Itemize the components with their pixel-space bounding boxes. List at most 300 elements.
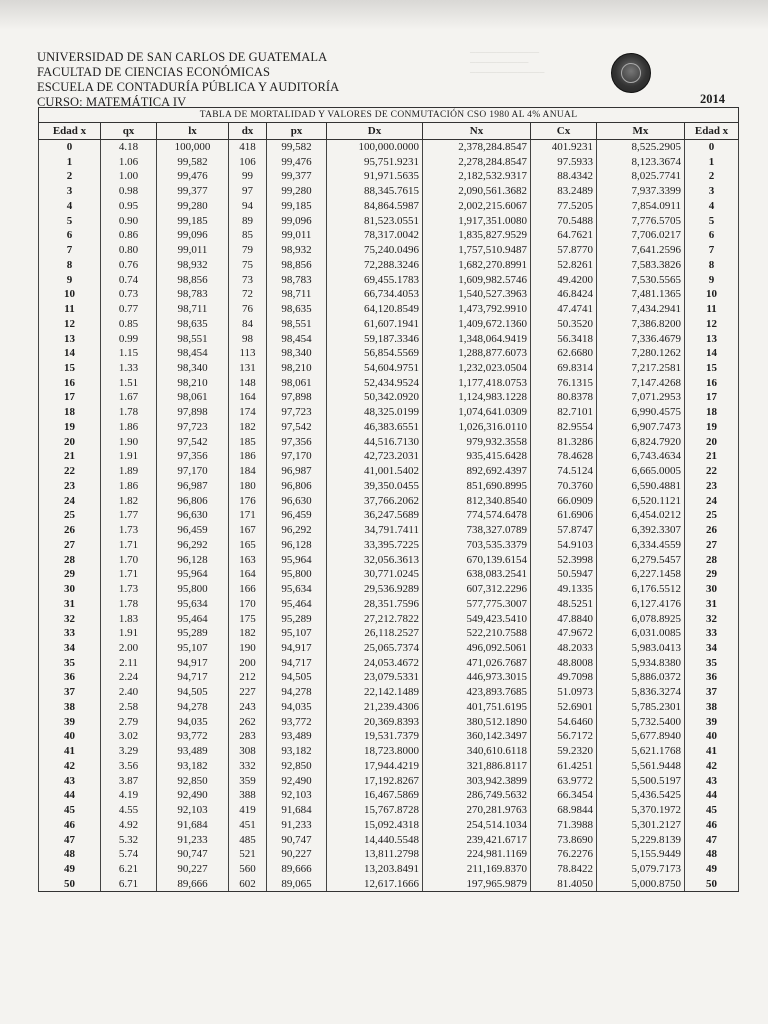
table-cell: 30 bbox=[685, 582, 739, 597]
table-cell: 89,065 bbox=[267, 877, 327, 892]
table-cell: 14,440.5548 bbox=[327, 833, 423, 848]
table-cell: 34 bbox=[39, 641, 101, 656]
table-cell: 388 bbox=[229, 788, 267, 803]
table-cell: 5.74 bbox=[101, 847, 157, 862]
table-cell: 98,340 bbox=[267, 346, 327, 361]
table-cell: 76.2276 bbox=[531, 847, 597, 862]
table-cell: 2.40 bbox=[101, 685, 157, 700]
table-cell: 18,723.8000 bbox=[327, 744, 423, 759]
table-cell: 170 bbox=[229, 597, 267, 612]
table-cell: 85 bbox=[229, 228, 267, 243]
table-cell: 1.06 bbox=[101, 155, 157, 170]
table-cell: 95,634 bbox=[267, 582, 327, 597]
table-cell: 2,002,215.6067 bbox=[423, 199, 531, 214]
table-cell: 99 bbox=[229, 169, 267, 184]
table-cell: 602 bbox=[229, 877, 267, 892]
table-cell: 0.95 bbox=[101, 199, 157, 214]
column-header: dx bbox=[229, 123, 267, 140]
table-cell: 0.80 bbox=[101, 243, 157, 258]
table-cell: 1 bbox=[39, 155, 101, 170]
table-cell: 171 bbox=[229, 508, 267, 523]
table-cell: 41,001.5402 bbox=[327, 464, 423, 479]
table-cell: 29 bbox=[39, 567, 101, 582]
table-cell: 95,634 bbox=[157, 597, 229, 612]
table-cell: 175 bbox=[229, 612, 267, 627]
table-cell: 94,505 bbox=[157, 685, 229, 700]
table-cell: 182 bbox=[229, 626, 267, 641]
table-cell: 6,176.5512 bbox=[597, 582, 685, 597]
table-cell: 5,785.2301 bbox=[597, 700, 685, 715]
table-cell: 262 bbox=[229, 715, 267, 730]
table-body bbox=[39, 140, 739, 892]
table-row bbox=[39, 582, 739, 597]
table-cell: 113 bbox=[229, 346, 267, 361]
table-cell: 164 bbox=[229, 390, 267, 405]
table-row bbox=[39, 567, 739, 582]
table-cell: 29,536.9289 bbox=[327, 582, 423, 597]
table-cell: 7,386.8200 bbox=[597, 317, 685, 332]
table-cell: 32 bbox=[685, 612, 739, 627]
table-row bbox=[39, 332, 739, 347]
table-cell: 174 bbox=[229, 405, 267, 420]
table-cell: 31 bbox=[685, 597, 739, 612]
table-cell: 32 bbox=[39, 612, 101, 627]
table-cell: 98,711 bbox=[157, 302, 229, 317]
faculty-name: FACULTAD DE CIENCIAS ECONÓMICAS bbox=[37, 65, 271, 79]
table-cell: 91,684 bbox=[157, 818, 229, 833]
table-cell: 6,590.4881 bbox=[597, 479, 685, 494]
table-cell: 1.70 bbox=[101, 553, 157, 568]
table-cell: 7,434.2941 bbox=[597, 302, 685, 317]
table-cell: 166 bbox=[229, 582, 267, 597]
table-cell: 0.85 bbox=[101, 317, 157, 332]
column-header: px bbox=[267, 123, 327, 140]
table-cell: 23,079.5331 bbox=[327, 670, 423, 685]
table-cell: 5,621.1768 bbox=[597, 744, 685, 759]
table-cell: 99,280 bbox=[157, 199, 229, 214]
table-cell: 935,415.6428 bbox=[423, 449, 531, 464]
table-cell: 5,934.8380 bbox=[597, 656, 685, 671]
table-cell: 0.99 bbox=[101, 332, 157, 347]
table-row bbox=[39, 847, 739, 862]
table-cell: 97,542 bbox=[267, 420, 327, 435]
table-cell: 607,312.2296 bbox=[423, 582, 531, 597]
table-cell: 78.4628 bbox=[531, 449, 597, 464]
table-cell: 90,227 bbox=[157, 862, 229, 877]
table-cell: 96,292 bbox=[157, 538, 229, 553]
table-cell: 41 bbox=[685, 744, 739, 759]
mortality-table bbox=[38, 107, 739, 892]
table-cell: 95,800 bbox=[157, 582, 229, 597]
table-cell: 89,666 bbox=[157, 877, 229, 892]
table-cell: 496,092.5061 bbox=[423, 641, 531, 656]
table-cell: 70.5488 bbox=[531, 214, 597, 229]
table-cell: 49.4200 bbox=[531, 273, 597, 288]
table-cell: 75,240.0496 bbox=[327, 243, 423, 258]
table-cell: 7,706.0217 bbox=[597, 228, 685, 243]
table-cell: 1.33 bbox=[101, 361, 157, 376]
table-row bbox=[39, 729, 739, 744]
table-row bbox=[39, 155, 739, 170]
table-cell: 37,766.2062 bbox=[327, 494, 423, 509]
table-cell: 42 bbox=[39, 759, 101, 774]
table-cell: 94,917 bbox=[267, 641, 327, 656]
table-cell: 27 bbox=[39, 538, 101, 553]
table-cell: 1.91 bbox=[101, 626, 157, 641]
table-cell: 33 bbox=[39, 626, 101, 641]
table-cell: 99,377 bbox=[267, 169, 327, 184]
table-cell: 11 bbox=[39, 302, 101, 317]
table-cell: 423,893.7685 bbox=[423, 685, 531, 700]
table-cell: 22,142.1489 bbox=[327, 685, 423, 700]
table-cell: 77.5205 bbox=[531, 199, 597, 214]
table-cell: 90,747 bbox=[157, 847, 229, 862]
table-cell: 68.9844 bbox=[531, 803, 597, 818]
table-cell: 2,090,561.3682 bbox=[423, 184, 531, 199]
table-cell: 6,334.4559 bbox=[597, 538, 685, 553]
table-cell: 1.77 bbox=[101, 508, 157, 523]
table-cell: 212 bbox=[229, 670, 267, 685]
table-cell: 95,107 bbox=[157, 641, 229, 656]
table-cell: 5,561.9448 bbox=[597, 759, 685, 774]
table-cell: 49 bbox=[685, 862, 739, 877]
table-cell: 6,520.1121 bbox=[597, 494, 685, 509]
table-cell: 106 bbox=[229, 155, 267, 170]
table-cell: 5,886.0372 bbox=[597, 670, 685, 685]
table-cell: 92,490 bbox=[267, 774, 327, 789]
table-cell: 98,932 bbox=[157, 258, 229, 273]
table-cell: 50.3520 bbox=[531, 317, 597, 332]
column-header: lx bbox=[157, 123, 229, 140]
table-cell: 11 bbox=[685, 302, 739, 317]
table-cell: 2.11 bbox=[101, 656, 157, 671]
table-cell: 3.87 bbox=[101, 774, 157, 789]
table-row bbox=[39, 346, 739, 361]
table-cell: 1,232,023.0504 bbox=[423, 361, 531, 376]
table-cell: 98,454 bbox=[157, 346, 229, 361]
table-cell: 47.9672 bbox=[531, 626, 597, 641]
table-cell: 17 bbox=[685, 390, 739, 405]
table-cell: 99,377 bbox=[157, 184, 229, 199]
table-cell: 163 bbox=[229, 553, 267, 568]
table-cell: 74.5124 bbox=[531, 464, 597, 479]
table-cell: 61.4251 bbox=[531, 759, 597, 774]
table-cell: 167 bbox=[229, 523, 267, 538]
table-cell: 6,392.3307 bbox=[597, 523, 685, 538]
table-row bbox=[39, 479, 739, 494]
table-row bbox=[39, 862, 739, 877]
table-cell: 6,665.0005 bbox=[597, 464, 685, 479]
table-cell: 321,886.8117 bbox=[423, 759, 531, 774]
table-row bbox=[39, 287, 739, 302]
table-cell: 0.86 bbox=[101, 228, 157, 243]
table-cell: 7,641.2596 bbox=[597, 243, 685, 258]
table-cell: 56,854.5569 bbox=[327, 346, 423, 361]
table-cell: 88,345.7615 bbox=[327, 184, 423, 199]
table-cell: 14 bbox=[685, 346, 739, 361]
table-cell: 95,107 bbox=[267, 626, 327, 641]
table-cell: 38 bbox=[685, 700, 739, 715]
table-cell: 94,505 bbox=[267, 670, 327, 685]
table-cell: 99,096 bbox=[267, 214, 327, 229]
table-cell: 97,898 bbox=[157, 405, 229, 420]
table-cell: 254,514.1034 bbox=[423, 818, 531, 833]
table-cell: 48.2033 bbox=[531, 641, 597, 656]
table-row bbox=[39, 803, 739, 818]
table-cell: 50 bbox=[39, 877, 101, 892]
table-cell: 5,436.5425 bbox=[597, 788, 685, 803]
table-row bbox=[39, 788, 739, 803]
table-cell: 7,583.3826 bbox=[597, 258, 685, 273]
table-cell: 52,434.9524 bbox=[327, 376, 423, 391]
table-cell: 75 bbox=[229, 258, 267, 273]
table-cell: 33,395.7225 bbox=[327, 538, 423, 553]
table-cell: 380,512.1890 bbox=[423, 715, 531, 730]
table-cell: 43 bbox=[685, 774, 739, 789]
table-cell: 76.1315 bbox=[531, 376, 597, 391]
column-header: Dx bbox=[327, 123, 423, 140]
table-cell: 851,690.8995 bbox=[423, 479, 531, 494]
table-cell: 7,530.5565 bbox=[597, 273, 685, 288]
table-cell: 97,356 bbox=[157, 449, 229, 464]
table-cell: 97,898 bbox=[267, 390, 327, 405]
table-cell: 44 bbox=[685, 788, 739, 803]
table-cell: 7,280.1262 bbox=[597, 346, 685, 361]
table-row bbox=[39, 494, 739, 509]
table-cell: 99,476 bbox=[157, 169, 229, 184]
table-cell: 96,128 bbox=[267, 538, 327, 553]
table-cell: 34,791.7411 bbox=[327, 523, 423, 538]
table-cell: 52.8261 bbox=[531, 258, 597, 273]
table-cell: 4.19 bbox=[101, 788, 157, 803]
table-cell: 95,800 bbox=[267, 567, 327, 582]
table-cell: 56.7172 bbox=[531, 729, 597, 744]
table-cell: 98 bbox=[229, 332, 267, 347]
table-cell: 7,147.4268 bbox=[597, 376, 685, 391]
table-cell: 5,301.2127 bbox=[597, 818, 685, 833]
table-cell: 94,917 bbox=[157, 656, 229, 671]
table-cell: 92,850 bbox=[267, 759, 327, 774]
table-cell: 98,635 bbox=[267, 302, 327, 317]
table-cell: 12,617.1666 bbox=[327, 877, 423, 892]
table-cell: 78,317.0042 bbox=[327, 228, 423, 243]
table-cell: 4 bbox=[685, 199, 739, 214]
table-cell: 82.7101 bbox=[531, 405, 597, 420]
table-cell: 94 bbox=[229, 199, 267, 214]
table-cell: 3 bbox=[685, 184, 739, 199]
table-row bbox=[39, 641, 739, 656]
document-year: 2014 bbox=[700, 92, 725, 106]
table-cell: 96,459 bbox=[267, 508, 327, 523]
table-cell: 95,964 bbox=[267, 553, 327, 568]
table-cell: 98,856 bbox=[267, 258, 327, 273]
table-cell: 15,767.8728 bbox=[327, 803, 423, 818]
table-cell: 48,325.0199 bbox=[327, 405, 423, 420]
table-cell: 1,540,527.3963 bbox=[423, 287, 531, 302]
table-cell: 97,723 bbox=[267, 405, 327, 420]
table-cell: 93,772 bbox=[157, 729, 229, 744]
table-cell: 71.3988 bbox=[531, 818, 597, 833]
table-cell: 6.21 bbox=[101, 862, 157, 877]
table-cell: 5.32 bbox=[101, 833, 157, 848]
table-cell: 5,836.3274 bbox=[597, 685, 685, 700]
table-row bbox=[39, 700, 739, 715]
table-cell: 92,103 bbox=[267, 788, 327, 803]
table-cell: 98,061 bbox=[157, 390, 229, 405]
table-cell: 12 bbox=[685, 317, 739, 332]
table-cell: 13,203.8491 bbox=[327, 862, 423, 877]
table-cell: 22 bbox=[39, 464, 101, 479]
table-cell: 8,025.7741 bbox=[597, 169, 685, 184]
table-cell: 57.8770 bbox=[531, 243, 597, 258]
table-cell: 42,723.2031 bbox=[327, 449, 423, 464]
table-row bbox=[39, 715, 739, 730]
table-cell: 76 bbox=[229, 302, 267, 317]
table-cell: 7,336.4679 bbox=[597, 332, 685, 347]
table-cell: 94,717 bbox=[157, 670, 229, 685]
table-cell: 2.24 bbox=[101, 670, 157, 685]
table-cell: 16 bbox=[39, 376, 101, 391]
table-cell: 6,990.4575 bbox=[597, 405, 685, 420]
table-cell: 63.9772 bbox=[531, 774, 597, 789]
table-cell: 0.73 bbox=[101, 287, 157, 302]
table-cell: 84 bbox=[229, 317, 267, 332]
table-row bbox=[39, 258, 739, 273]
table-cell: 7 bbox=[39, 243, 101, 258]
table-row bbox=[39, 273, 739, 288]
table-cell: 81.4050 bbox=[531, 877, 597, 892]
table-row bbox=[39, 877, 739, 892]
table-cell: 26 bbox=[685, 523, 739, 538]
table-cell: 23 bbox=[685, 479, 739, 494]
table-cell: 12 bbox=[39, 317, 101, 332]
table-cell: 90,227 bbox=[267, 847, 327, 862]
table-cell: 401.9231 bbox=[531, 140, 597, 155]
table-cell: 93,772 bbox=[267, 715, 327, 730]
column-header: Edad x bbox=[685, 123, 739, 140]
table-cell: 979,932.3558 bbox=[423, 435, 531, 450]
table-cell: 96,128 bbox=[157, 553, 229, 568]
table-cell: 360,142.3497 bbox=[423, 729, 531, 744]
table-cell: 97 bbox=[229, 184, 267, 199]
table-cell: 39 bbox=[685, 715, 739, 730]
table-cell: 81.3286 bbox=[531, 435, 597, 450]
table-cell: 52.3998 bbox=[531, 553, 597, 568]
table-cell: 99,011 bbox=[157, 243, 229, 258]
table-cell: 94,035 bbox=[157, 715, 229, 730]
course-name: CURSO: MATEMÁTICA IV bbox=[37, 95, 187, 109]
mortality-table-container bbox=[38, 107, 738, 892]
table-cell: 62.6680 bbox=[531, 346, 597, 361]
table-cell: 41 bbox=[39, 744, 101, 759]
column-header: Edad x bbox=[39, 123, 101, 140]
table-cell: 99,185 bbox=[267, 199, 327, 214]
table-cell: 94,035 bbox=[267, 700, 327, 715]
table-cell: 2,278,284.8547 bbox=[423, 155, 531, 170]
table-cell: 1.82 bbox=[101, 494, 157, 509]
table-cell: 97,542 bbox=[157, 435, 229, 450]
table-row bbox=[39, 523, 739, 538]
table-cell: 485 bbox=[229, 833, 267, 848]
university-name: UNIVERSIDAD DE SAN CARLOS DE GUATEMALA bbox=[37, 50, 328, 64]
table-cell: 69,455.1783 bbox=[327, 273, 423, 288]
table-cell: 6,743.4634 bbox=[597, 449, 685, 464]
table-cell: 66,734.4053 bbox=[327, 287, 423, 302]
table-cell: 32,056.3613 bbox=[327, 553, 423, 568]
table-cell: 25 bbox=[39, 508, 101, 523]
scan-shadow bbox=[0, 0, 768, 30]
table-cell: 10 bbox=[39, 287, 101, 302]
table-cell: 549,423.5410 bbox=[423, 612, 531, 627]
table-cell: 46,383.6551 bbox=[327, 420, 423, 435]
table-cell: 670,139.6154 bbox=[423, 553, 531, 568]
table-cell: 227 bbox=[229, 685, 267, 700]
table-cell: 37 bbox=[685, 685, 739, 700]
table-header-row bbox=[39, 123, 739, 140]
table-cell: 30,771.0245 bbox=[327, 567, 423, 582]
table-cell: 1,835,827.9529 bbox=[423, 228, 531, 243]
table-cell: 24 bbox=[39, 494, 101, 509]
table-cell: 96,987 bbox=[157, 479, 229, 494]
table-row bbox=[39, 184, 739, 199]
table-cell: 20,369.8393 bbox=[327, 715, 423, 730]
table-cell: 98,932 bbox=[267, 243, 327, 258]
table-cell: 418 bbox=[229, 140, 267, 155]
table-cell: 1.86 bbox=[101, 420, 157, 435]
table-cell: 57.8747 bbox=[531, 523, 597, 538]
table-cell: 21,239.4306 bbox=[327, 700, 423, 715]
table-cell: 1,026,316.0110 bbox=[423, 420, 531, 435]
table-cell: 5,229.8139 bbox=[597, 833, 685, 848]
table-row bbox=[39, 818, 739, 833]
table-cell: 5 bbox=[685, 214, 739, 229]
table-cell: 522,210.7588 bbox=[423, 626, 531, 641]
table-cell: 92,103 bbox=[157, 803, 229, 818]
table-cell: 6,127.4176 bbox=[597, 597, 685, 612]
table-cell: 1,409,672.1360 bbox=[423, 317, 531, 332]
table-cell: 21 bbox=[39, 449, 101, 464]
table-cell: 8,525.2905 bbox=[597, 140, 685, 155]
table-cell: 1,348,064.9419 bbox=[423, 332, 531, 347]
table-cell: 239,421.6717 bbox=[423, 833, 531, 848]
table-cell: 47 bbox=[685, 833, 739, 848]
table-cell: 99,582 bbox=[157, 155, 229, 170]
table-cell: 1.90 bbox=[101, 435, 157, 450]
table-cell: 185 bbox=[229, 435, 267, 450]
table-cell: 20 bbox=[685, 435, 739, 450]
table-cell: 28 bbox=[685, 553, 739, 568]
table-cell: 1.83 bbox=[101, 612, 157, 627]
table-cell: 5,079.7173 bbox=[597, 862, 685, 877]
table-cell: 2.58 bbox=[101, 700, 157, 715]
table-cell: 165 bbox=[229, 538, 267, 553]
table-cell: 47 bbox=[39, 833, 101, 848]
table-cell: 9 bbox=[685, 273, 739, 288]
table-cell: 94,278 bbox=[157, 700, 229, 715]
table-cell: 39 bbox=[39, 715, 101, 730]
table-cell: 91,233 bbox=[267, 818, 327, 833]
table-cell: 95,464 bbox=[267, 597, 327, 612]
table-cell: 164 bbox=[229, 567, 267, 582]
table-cell: 97,170 bbox=[267, 449, 327, 464]
table-cell: 95,464 bbox=[157, 612, 229, 627]
table-cell: 36 bbox=[39, 670, 101, 685]
table-cell: 1,609,982.5746 bbox=[423, 273, 531, 288]
table-cell: 1,473,792.9910 bbox=[423, 302, 531, 317]
table-cell: 48 bbox=[39, 847, 101, 862]
table-row bbox=[39, 405, 739, 420]
table-cell: 3 bbox=[39, 184, 101, 199]
